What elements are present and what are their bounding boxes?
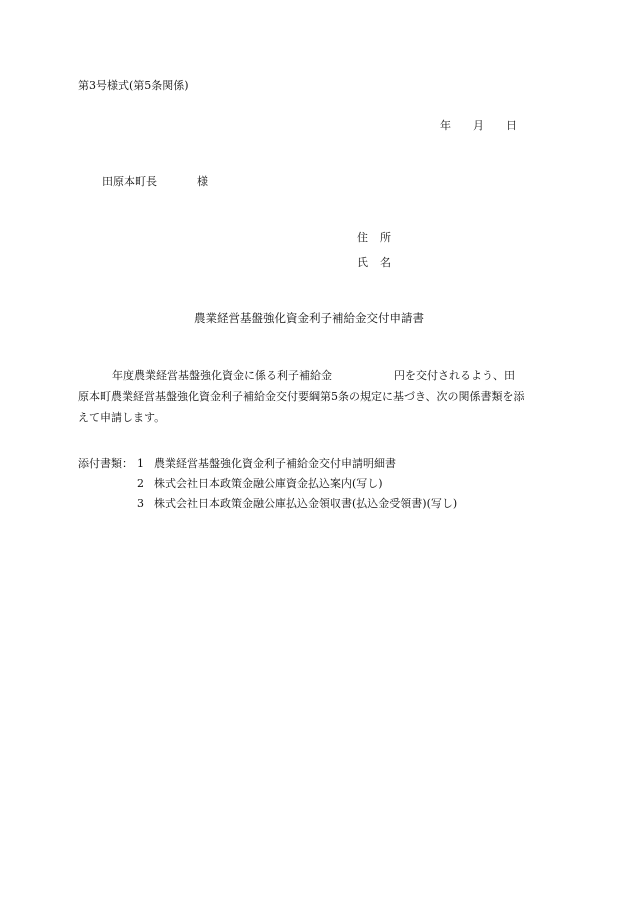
applicant-address-label [357,232,391,243]
addressee-honorific: 様 [197,175,208,188]
body-line-3: えて申請します。 [78,411,166,424]
address-label-char-2: 所 [380,231,391,244]
name-label-char-1: 氏 [357,256,368,269]
applicant-name-label [357,257,391,268]
addressee-name: 田原本町長 [102,175,157,188]
attachment-item: 農業経営基盤強化資金利子補給金交付申請明細書 [154,457,396,470]
body-paragraph [78,365,548,428]
address-label-char-1: 住 [357,231,368,244]
attachment-item: 株式会社日本政策金融公庫払込金領収書(払込金受領書)(写し) [154,497,458,510]
attachment-number: 2 [137,477,144,490]
attachment-number: 3 [137,497,144,510]
year-label: 年 [440,119,451,132]
month-label: 月 [473,119,484,132]
body-line-2: 原本町農業経営基盤強化資金利子補給金交付要綱第5条の規定に基づき、次の関係書類を添 [78,390,525,403]
day-label: 日 [506,119,517,132]
document-title: 農業経営基盤強化資金利子補給金交付申請書 [194,311,424,325]
attachment-item: 株式会社日本政策金融公庫資金払込案内(写し) [154,477,383,490]
attachments-label: 添付書類： [78,457,133,470]
form-number: 第3号様式(第5条関係) [78,79,189,92]
body-line-1-continuation: 円を交付されるよう、田 [394,369,515,382]
body-line-1 [78,365,548,386]
addressee [102,176,208,187]
name-label-char-2: 名 [380,256,391,269]
date-line [440,120,517,131]
attachment-number: 1 [137,457,144,470]
body-line-1-text: 年度農業経営基盤強化資金に係る利子補給金 [112,369,332,382]
